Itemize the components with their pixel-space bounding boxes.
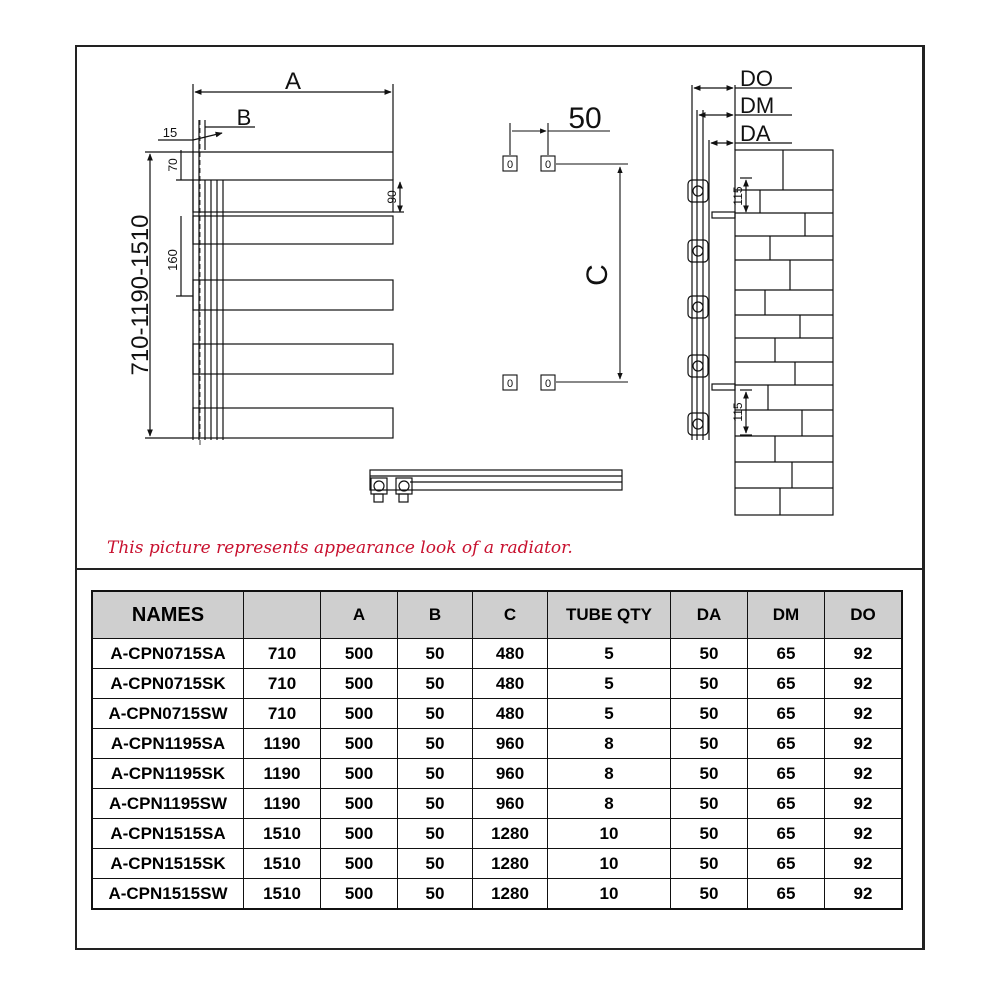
dimension-50-label: 50 xyxy=(568,102,602,135)
table-cell: A-CPN1195SK xyxy=(92,759,244,789)
table-cell: 10 xyxy=(548,879,671,910)
table-cell: 92 xyxy=(825,699,903,729)
top-view xyxy=(370,470,622,502)
table-cell: 50 xyxy=(671,849,748,879)
table-cell: 480 xyxy=(473,639,548,669)
table-cell: 65 xyxy=(748,639,825,669)
table-cell: 8 xyxy=(548,729,671,759)
table-cell: 92 xyxy=(825,849,903,879)
column-header-b: B xyxy=(398,591,473,639)
table-cell: 710 xyxy=(244,669,321,699)
table-cell: 1510 xyxy=(244,879,321,910)
table-cell: 10 xyxy=(548,819,671,849)
table-cell: 65 xyxy=(748,759,825,789)
table-cell: 500 xyxy=(321,789,398,819)
dimension-15-label: 15 xyxy=(162,125,178,140)
table-row xyxy=(92,729,902,759)
section-divider xyxy=(75,568,925,570)
table-cell: 50 xyxy=(671,759,748,789)
table-cell: 50 xyxy=(671,819,748,849)
table-cell: 50 xyxy=(671,699,748,729)
specification-table xyxy=(91,590,903,910)
bar-clamp xyxy=(688,296,708,318)
column-header-do: DO xyxy=(825,591,903,639)
column-header-da: DA xyxy=(671,591,748,639)
table-cell: 65 xyxy=(748,699,825,729)
table-row xyxy=(92,699,902,729)
table-cell: 500 xyxy=(321,699,398,729)
table-cell: 65 xyxy=(748,849,825,879)
column-header-height xyxy=(244,591,321,639)
table-cell: 10 xyxy=(548,849,671,879)
table-cell: A-CPN0715SW xyxy=(92,699,244,729)
port-glyph: 0 xyxy=(506,378,514,390)
table-cell: 50 xyxy=(398,849,473,879)
column-header-c: C xyxy=(473,591,548,639)
table-cell: 500 xyxy=(321,639,398,669)
table-cell: 960 xyxy=(473,789,548,819)
table-cell: 92 xyxy=(825,669,903,699)
table-cell: A-CPN1515SA xyxy=(92,819,244,849)
table-cell: 50 xyxy=(398,819,473,849)
dimension-70-label: 70 xyxy=(166,158,180,172)
height-range-label: 710-1190-1510 xyxy=(127,214,154,376)
table-cell: 50 xyxy=(671,789,748,819)
table-row xyxy=(92,819,902,849)
table-row xyxy=(92,879,902,910)
dimension-do-label: DO xyxy=(740,66,773,91)
bar-clamp xyxy=(688,240,708,262)
table-cell: A-CPN1515SW xyxy=(92,879,244,910)
table-cell: 8 xyxy=(548,789,671,819)
table-header-row xyxy=(92,591,902,639)
table-cell: 500 xyxy=(321,879,398,910)
table-cell: 50 xyxy=(398,729,473,759)
bar-clamp xyxy=(688,355,708,377)
dimension-115-bottom-label: 115 xyxy=(731,402,745,422)
connection-view xyxy=(503,123,628,390)
table-cell: A-CPN1195SW xyxy=(92,789,244,819)
image-caption: This picture represents appearance look of a radiator. xyxy=(107,538,573,558)
table-cell: 500 xyxy=(321,729,398,759)
table-row xyxy=(92,639,902,669)
table-cell: 65 xyxy=(748,669,825,699)
table-cell: 5 xyxy=(548,669,671,699)
table-cell: 50 xyxy=(398,789,473,819)
table-cell: 65 xyxy=(748,729,825,759)
table-cell: 500 xyxy=(321,759,398,789)
column-header-dm: DM xyxy=(748,591,825,639)
table-cell: 65 xyxy=(748,819,825,849)
table-cell: 50 xyxy=(398,669,473,699)
table-cell: A-CPN0715SK xyxy=(92,669,244,699)
table-cell: A-CPN0715SA xyxy=(92,639,244,669)
table-cell: 5 xyxy=(548,699,671,729)
table-cell: 92 xyxy=(825,639,903,669)
table-cell: 50 xyxy=(398,639,473,669)
side-view xyxy=(688,85,833,515)
bar-clamp xyxy=(688,180,708,202)
table-cell: 710 xyxy=(244,639,321,669)
table-cell: 50 xyxy=(398,699,473,729)
table-cell: 92 xyxy=(825,729,903,759)
table-cell: 50 xyxy=(671,639,748,669)
table-cell: 500 xyxy=(321,849,398,879)
table-cell: 1190 xyxy=(244,789,321,819)
table-cell: 92 xyxy=(825,819,903,849)
dimension-dm-label: DM xyxy=(740,93,775,118)
dimension-b-label: B xyxy=(236,105,252,130)
table-cell: 710 xyxy=(244,699,321,729)
table-cell: 50 xyxy=(671,729,748,759)
table-cell: 1510 xyxy=(244,849,321,879)
table-row xyxy=(92,759,902,789)
dimension-90-label: 90 xyxy=(385,190,399,204)
table-cell: 65 xyxy=(748,789,825,819)
table-cell: 480 xyxy=(473,669,548,699)
table-cell: 500 xyxy=(321,669,398,699)
port-glyph: 0 xyxy=(506,159,514,171)
table-cell: 92 xyxy=(825,789,903,819)
table-cell: 8 xyxy=(548,759,671,789)
table-cell: 92 xyxy=(825,759,903,789)
table-cell: 50 xyxy=(671,879,748,910)
table-cell: 1280 xyxy=(473,849,548,879)
table-cell: 5 xyxy=(548,639,671,669)
table-cell: 1280 xyxy=(473,879,548,910)
table-cell: A-CPN1195SA xyxy=(92,729,244,759)
dimension-c-label: C xyxy=(581,264,614,286)
table-row xyxy=(92,669,902,699)
table-cell: 50 xyxy=(398,759,473,789)
table-cell: 1510 xyxy=(244,819,321,849)
port-glyph: 0 xyxy=(544,378,552,390)
table-cell: 1190 xyxy=(244,729,321,759)
column-header-tube-qty: TUBE QTY xyxy=(548,591,671,639)
table-cell: 1190 xyxy=(244,759,321,789)
column-header-a: A xyxy=(321,591,398,639)
table-body xyxy=(92,639,902,910)
dimension-115-top-label: 115 xyxy=(731,186,745,206)
dimension-a-label: A xyxy=(284,68,302,95)
bar-clamp xyxy=(688,413,708,435)
dimension-da-label: DA xyxy=(740,121,771,146)
table-cell: 500 xyxy=(321,819,398,849)
table-cell: 65 xyxy=(748,879,825,910)
table-cell: 960 xyxy=(473,759,548,789)
table-cell: 50 xyxy=(398,879,473,910)
front-view xyxy=(145,84,404,445)
table-cell: 50 xyxy=(671,669,748,699)
port-glyph: 0 xyxy=(544,159,552,171)
table-row xyxy=(92,849,902,879)
column-header-names: NAMES xyxy=(92,591,244,639)
table-row xyxy=(92,789,902,819)
table-cell: A-CPN1515SK xyxy=(92,849,244,879)
table-cell: 1280 xyxy=(473,819,548,849)
dimension-160-label: 160 xyxy=(165,249,180,271)
table-cell: 92 xyxy=(825,879,903,910)
table-cell: 480 xyxy=(473,699,548,729)
table-cell: 960 xyxy=(473,729,548,759)
